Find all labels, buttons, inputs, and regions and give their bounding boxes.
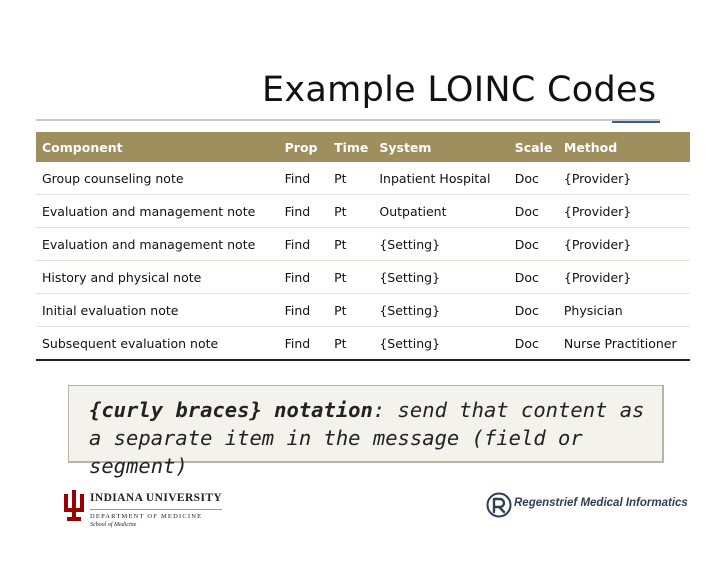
column-header-prop: Prop <box>279 132 328 162</box>
note-emphasis: {curly braces} notation <box>89 398 373 422</box>
column-header-method: Method <box>558 132 690 162</box>
cell-time: Pt <box>328 195 373 228</box>
cell-component: History and physical note <box>36 261 279 294</box>
cell-prop: Find <box>279 162 328 195</box>
table-row <box>36 228 690 261</box>
cell-method: {Provider} <box>558 228 690 261</box>
title-divider <box>36 119 660 121</box>
cell-system: Inpatient Hospital <box>373 162 508 195</box>
regenstrief-wordmark: Regenstrief Medical Informatics <box>514 497 688 509</box>
iu-name: INDIANA UNIVERSITY <box>90 492 223 504</box>
cell-prop: Find <box>279 195 328 228</box>
iu-school: School of Medicine <box>90 522 137 528</box>
cell-prop: Find <box>279 327 328 361</box>
loinc-codes-table <box>36 132 690 361</box>
table-row <box>36 261 690 294</box>
cell-component: Evaluation and management note <box>36 195 279 228</box>
title-divider-accent <box>612 121 660 123</box>
column-header-scale: Scale <box>509 132 558 162</box>
iu-trident-icon <box>62 490 86 524</box>
column-header-time: Time <box>328 132 373 162</box>
cell-component: Subsequent evaluation note <box>36 327 279 361</box>
cell-scale: Doc <box>509 162 558 195</box>
cell-scale: Doc <box>509 261 558 294</box>
cell-system: {Setting} <box>373 327 508 361</box>
table-row <box>36 327 690 361</box>
cell-time: Pt <box>328 228 373 261</box>
cell-prop: Find <box>279 261 328 294</box>
column-header-component: Component <box>36 132 279 162</box>
cell-method: {Provider} <box>558 195 690 228</box>
cell-prop: Find <box>279 294 328 327</box>
column-header-system: System <box>373 132 508 162</box>
cell-time: Pt <box>328 162 373 195</box>
regenstrief-logo <box>486 490 688 522</box>
cell-time: Pt <box>328 294 373 327</box>
cell-scale: Doc <box>509 195 558 228</box>
cell-scale: Doc <box>509 294 558 327</box>
cell-prop: Find <box>279 228 328 261</box>
cell-method: {Provider} <box>558 261 690 294</box>
iu-department: DEPARTMENT OF MEDICINE <box>90 509 222 520</box>
iu-wordmark <box>90 492 222 528</box>
regenstrief-mark-icon <box>486 492 512 518</box>
table-header-row <box>36 132 690 162</box>
cell-system: {Setting} <box>373 294 508 327</box>
slide-title: Example LOINC Codes <box>262 70 657 110</box>
table-row <box>36 195 690 228</box>
cell-system: {Setting} <box>373 228 508 261</box>
cell-time: Pt <box>328 327 373 361</box>
cell-system: {Setting} <box>373 261 508 294</box>
note-text: : send that content as a separate item in the message (field or segment) <box>89 398 645 478</box>
cell-component: Group counseling note <box>36 162 279 195</box>
cell-method: Physician <box>558 294 690 327</box>
table-row <box>36 294 690 327</box>
cell-scale: Doc <box>509 327 558 361</box>
cell-time: Pt <box>328 261 373 294</box>
cell-method: Nurse Practitioner <box>558 327 690 361</box>
indiana-university-logo <box>62 490 223 532</box>
cell-system: Outpatient <box>373 195 508 228</box>
curly-braces-note <box>68 385 664 478</box>
table-row <box>36 162 690 195</box>
cell-component: Evaluation and management note <box>36 228 279 261</box>
cell-component: Initial evaluation note <box>36 294 279 327</box>
cell-scale: Doc <box>509 228 558 261</box>
cell-method: {Provider} <box>558 162 690 195</box>
